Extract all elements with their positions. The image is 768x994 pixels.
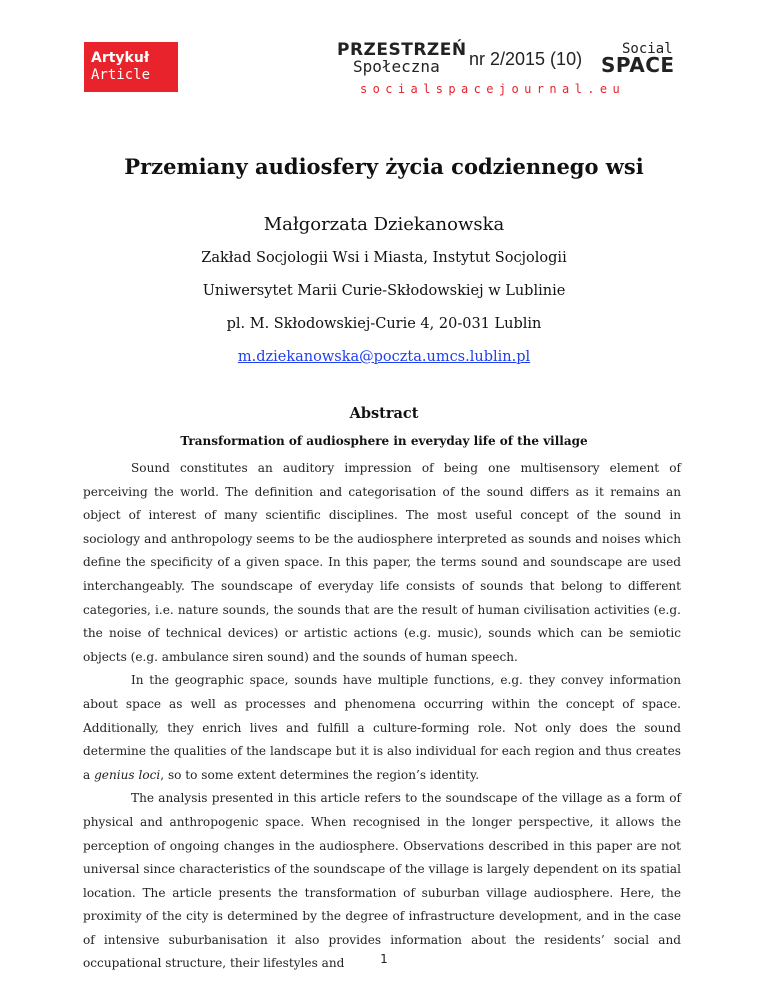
article-type-badge xyxy=(84,42,178,92)
page-number: 1 xyxy=(380,952,388,966)
author-name: Małgorzata Dziekanowska xyxy=(263,214,505,235)
journal-logo-line2: Społeczna xyxy=(353,57,440,76)
paragraph-text: In the geographic space, sounds have multiple functions, e.g. they convey information about space as well as processes and phenomena occurring within the concept of space. Additionally, they enrich lives and fulfill a culture-forming role. Not only does the sound determine the qualities of the landscape but it is also individual for each region and thus creates a xyxy=(83,673,681,782)
issue-number: nr 2/2015 (10) xyxy=(469,49,583,69)
affiliation-line: Zakład Socjologii Wsi i Miasta, Instytut Socjologii xyxy=(201,250,567,266)
badge-label-pl: Artykuł xyxy=(91,50,150,66)
author-email-link[interactable]: m.dziekanowska@poczta.umcs.lublin.pl xyxy=(237,349,531,365)
paragraph-text: , so to some extent determines the region’s identity. xyxy=(160,767,480,782)
abstract-subtitle: Transformation of audiosphere in everyday life of the village xyxy=(180,434,588,448)
journal-url: socialspacejournal.eu xyxy=(360,82,626,96)
journal-logo-en-small: Social xyxy=(622,41,673,57)
italic-term: genius loci xyxy=(94,767,161,782)
abstract-body xyxy=(83,457,681,976)
abstract-paragraph: Sound constitutes an auditory impression of being one multisensory element of perceiving the world. The definition and categorisation of the sound differs as it remains an object of interest of many scientific disciplines. The most useful concept of the sound in sociology and anthropology seems to be the audiosphere interpreted as sounds and noises which define the specificity of a given space. In this paper, the terms sound and soundscape are used interchangeably. The soundscape of everyday life consists of sounds that belong to different categories, i.e. nature sounds, the sounds that are the result of human civilisation activities (e.g. the noise of technical devices) or artistic actions (e.g. music), sounds which can be semiotic objects (e.g. ambulance siren sound) and the sounds of human speech. xyxy=(83,461,681,664)
journal-logo-en-big: SPACE xyxy=(601,53,675,77)
article-title: Przemiany audiosfery życia codziennego wsi xyxy=(124,154,644,179)
affiliation-line: pl. M. Skłodowskiej-Curie 4, 20-031 Lublin xyxy=(226,316,542,332)
affiliation-line: Uniwersytet Marii Curie-Skłodowskiej w Lublinie xyxy=(202,283,566,299)
abstract-heading: Abstract xyxy=(349,405,419,422)
journal-logo-line1: PRZESTRZEŃ xyxy=(337,40,467,60)
journal-masthead xyxy=(337,38,682,98)
abstract-paragraph xyxy=(83,669,681,787)
badge-label-en: Article xyxy=(91,67,151,83)
email-line xyxy=(0,349,768,365)
abstract-paragraph: The analysis presented in this article refers to the soundscape of the village as a form of physical and anthropogenic space. When recognised in the longer perspective, it allows the perception of ongoing changes in the audiosphere. Observations described in this paper are not universal since characteristics of the soundscape of the village is largely dependent on its spatial location. The article presents the transformation of suburban village audiosphere. Here, the proximity of the city is determined by the degree of infrastructure development, and in the case of intensive suburbanisation it also provides information about the residents’ social and occupational structure, their lifestyles and xyxy=(83,791,681,971)
